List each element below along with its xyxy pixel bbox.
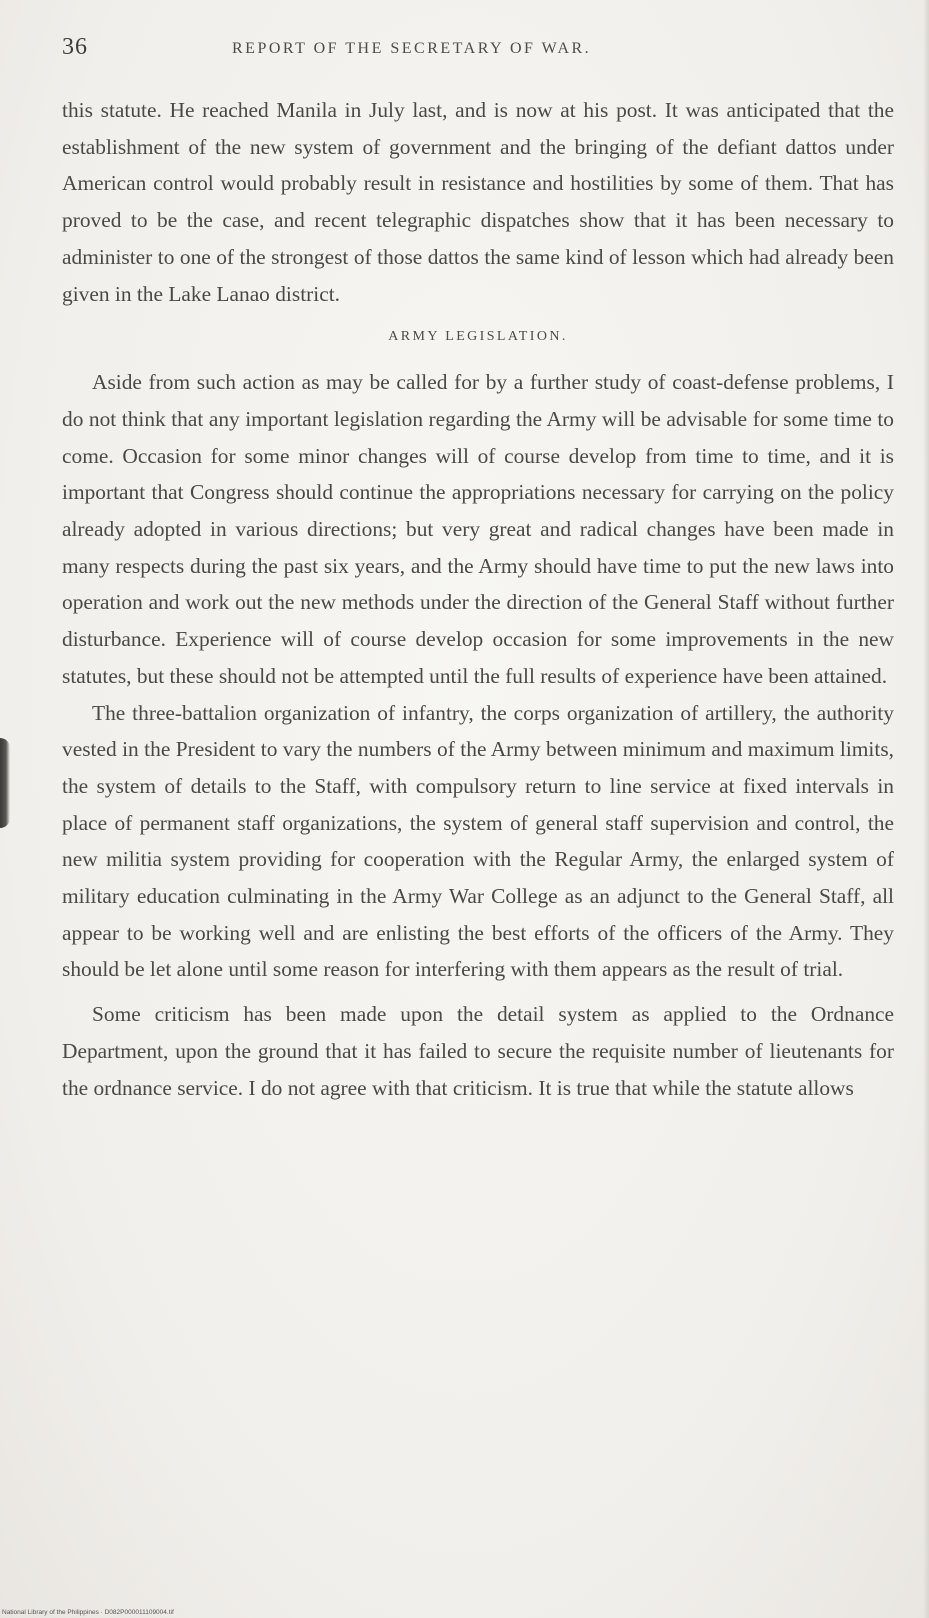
binding-shadow [0,738,10,828]
running-head [62,34,895,70]
paragraph-continued: this statute. He reached Manila in July last, and is now at his post. It was anticipated that the establishment of the new system of government and the bringing of the defiant dattos under American control would probably result in resistance and hostilities by some of them. That has proved to be the case, and recent telegraphic dispatches show that it has been necessary to administer to one of the strongest of those dattos the same kind of lesson which had already been given in the Lake Lanao district. [62,98,894,306]
running-head-title: REPORT OF THE SECRETARY OF WAR. [232,40,592,57]
paragraph: Aside from such action as may be called for by a further study of coast-defense problems, I do not think that any important legislation regarding the Army will be advisable for some time to come. Occasion for some minor changes will of course develop from time to time, and it is important that Congress should continue the appropriations necessary for carrying on the policy already adopted in various directions; but very great and radical changes have been made in many respects during the past six years, and the Army should have time to put the new laws into operation and work out the new methods under the direction of the General Staff without further disturbance. Experience will of course develop occasion for some improvements in the new statutes, but these should not be attempted until the full results of experience have been attained. [62,370,894,688]
paragraph-spacer [62,988,894,996]
page-body [62,92,894,1106]
paragraph: Some criticism has been made upon the detail system as applied to the Ordnance Department, upon the ground that it has failed to secure the requisite number of lieutenants for the ordnance service. I do not agree with that criticism. It is true that while the statute allows [62,1002,894,1100]
page-number: 36 [62,34,88,60]
page-edge-shading [923,0,929,1618]
scan-credit-line: National Library of the Philippines · D082P000011109004.tif [2,1609,174,1616]
section-heading: ARMY LEGISLATION. [388,329,568,345]
paragraph: The three-battalion organization of infantry, the corps organization of artillery, the authority vested in the President to vary the numbers of the Army between minimum and maximum limits, the system of details to the Staff, with compulsory return to line service at fixed intervals in place of permanent staff organizations, the system of general staff supervision and control, the new militia system providing for cooperation with the Regular Army, the enlarged system of military education culminating in the Army War College as an adjunct to the General Staff, all appear to be working well and are enlisting the best efforts of the officers of the Army. They should be let alone until some reason for interfering with them appears as the result of trial. [62,700,894,982]
